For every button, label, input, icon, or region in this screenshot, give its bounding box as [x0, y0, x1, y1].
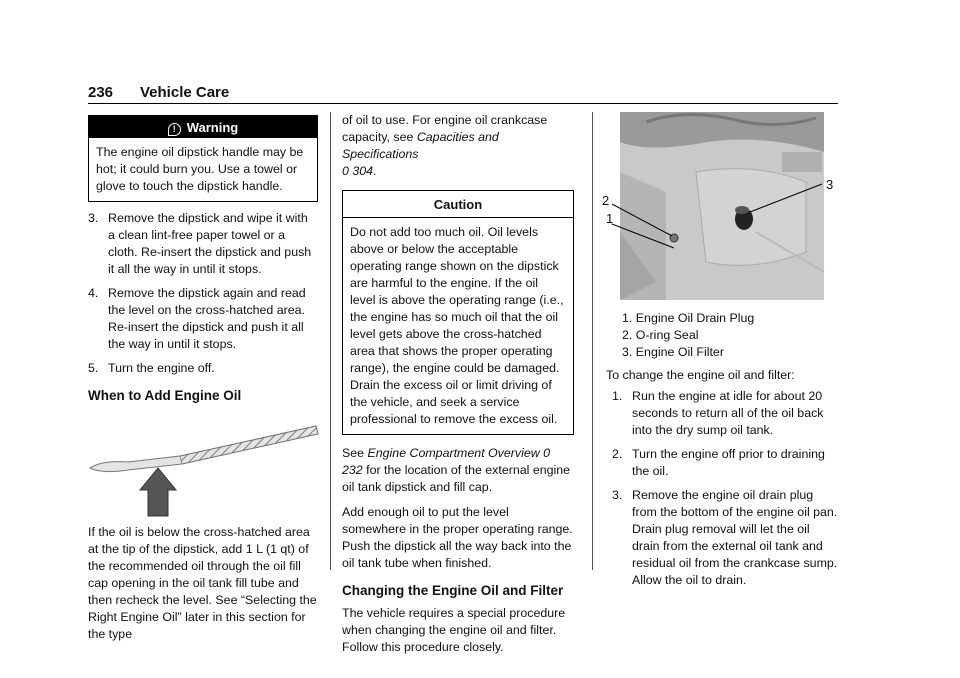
list-item [612, 487, 838, 589]
see-paragraph [342, 445, 574, 496]
step-text: Remove the dipstick again and read the level on the cross-hatched area. Re-insert the dipstick and push it all the way in until it stops. [108, 286, 306, 351]
changing-oil-body: The vehicle requires a special procedure when changing the engine oil and filter. Follow this procedure closely. [342, 606, 566, 654]
step-text: Run the engine at idle for about 20 seconds to return all of the oil back into the dry sump oil tank. [632, 389, 824, 437]
callout-1: 1 [606, 211, 614, 226]
step-number: 4. [88, 286, 99, 300]
warning-text: The engine oil dipstick handle may be hot; it could burn you. Use a towel or glove to touch the dipstick handle. [96, 145, 304, 193]
caution-text: Do not add too much oil. Oil levels above or below the acceptable operating range shown on the dipstick are harmful to the engine. If the oil level is above the operating range (i.e., the engine has so much oil that the oil level gets above the cross-hatched area that shows the proper operating range), the engine could be damaged. Drain the excess oil or limit driving of the vehicle, and seek a service professional to remove the excess oil. [350, 225, 564, 426]
legend-text: Engine Oil Drain Plug [635, 311, 755, 325]
legend-number: 3. [622, 345, 633, 359]
dipstick-steps [88, 210, 318, 377]
when-to-add-body: If the oil is below the cross-hatched area at the tip of the dipstick, add 1 L (1 qt) of the recommended oil through the oil fill cap opening in the oil tank fill tube and then recheck the level. See “Selecting the Right Engine Oil” later in this section for the type [88, 525, 317, 641]
legend-text: O-ring Seal [635, 328, 699, 342]
section-title: Vehicle Care [140, 84, 230, 101]
header-rule [88, 103, 838, 104]
list-item [622, 310, 838, 327]
step-text: Turn the engine off prior to draining the oil. [632, 447, 825, 478]
page-reference: 0 232 [342, 446, 551, 477]
continued-text: of oil to use. For engine oil crankcase capacity, see [342, 113, 548, 144]
continued-paragraph [342, 112, 574, 180]
list-item [88, 285, 318, 353]
changing-oil-heading: Changing the Engine Oil and Filter [342, 583, 564, 598]
warning-header [89, 116, 317, 138]
warning-label: Warning [186, 120, 239, 135]
legend-number: 1. [622, 311, 633, 325]
figure-legend [622, 310, 838, 361]
column-divider [330, 112, 331, 570]
step-number: 1. [612, 389, 623, 403]
caution-box [342, 190, 574, 435]
list-item [612, 446, 838, 480]
continued-end: . [373, 164, 377, 178]
column-3 [602, 112, 838, 596]
legend-text: Engine Oil Filter [635, 345, 724, 359]
see-text-end: for the location of the external engine oil tank dipstick and fill cap. [342, 463, 571, 494]
column-1 [88, 112, 318, 651]
column-2 [342, 112, 574, 664]
step-number: 3. [88, 211, 99, 225]
list-item [88, 360, 318, 377]
list-item [612, 388, 838, 439]
cross-reference-link[interactable]: Engine Compartment Overview [367, 446, 540, 460]
page-header [88, 84, 838, 104]
see-text: See [342, 446, 368, 460]
step-number: 3. [612, 488, 623, 502]
dipstick-illustration [88, 418, 320, 518]
step-text: Turn the engine off. [108, 361, 215, 375]
step-text: Remove the dipstick and wipe it with a clean lint-free paper towel or a cloth. Re-insert the dipstick and push it all the way in until it stops. [108, 211, 312, 276]
column-divider [592, 112, 593, 570]
step-number: 2. [612, 447, 623, 461]
list-item [88, 210, 318, 278]
add-enough-paragraph: Add enough oil to put the level somewhere in the proper operating range. Push the dipstick all the way back into the oil tank tube when finished. [342, 505, 573, 570]
caution-header: Caution [343, 191, 573, 218]
page-number: 236 [88, 84, 114, 101]
warning-box [88, 115, 318, 202]
page-reference: 0 304 [342, 164, 374, 178]
step-text: Remove the engine oil drain plug from the bottom of the engine oil pan. Drain plug removal will let the oil drain from the external oil tank and residual oil from the crankcase sump. Allow the oil to drain. [632, 488, 838, 587]
cross-reference-link[interactable]: Capacities and Specifications [342, 130, 499, 161]
callout-3: 3 [826, 177, 834, 192]
engine-underside-photo [606, 112, 838, 302]
when-to-add-heading: When to Add Engine Oil [88, 388, 242, 403]
step-number: 5. [88, 361, 99, 375]
change-intro: To change the engine oil and filter: [606, 368, 795, 382]
legend-number: 2. [622, 328, 633, 342]
list-item [622, 344, 838, 361]
warning-icon: ! [168, 123, 181, 136]
list-item [622, 327, 838, 344]
callout-2: 2 [602, 193, 610, 208]
engine-underside-figure [602, 112, 838, 302]
change-steps [612, 388, 838, 589]
